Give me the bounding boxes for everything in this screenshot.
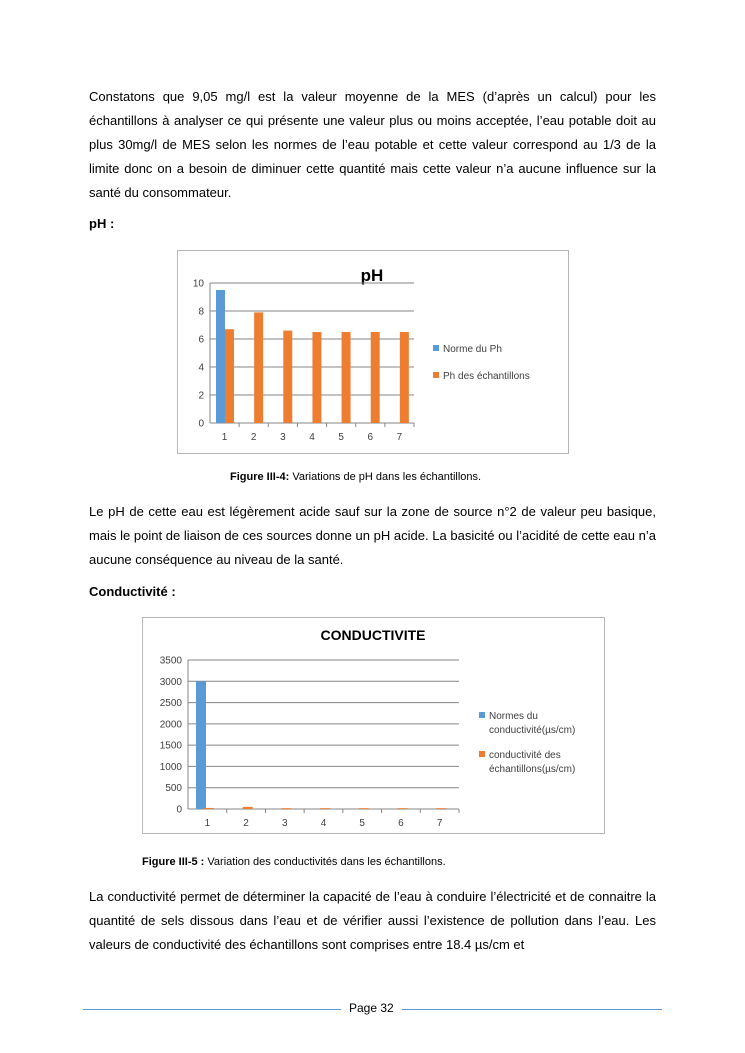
cond-x-tick-label: 5 [359,818,365,829]
figure-5-text: Variation des conductivités dans les échantillons. [204,856,446,868]
ph-legend-label-1: Norme du Ph [443,344,502,355]
ph-bar-series1-1 [216,290,225,423]
ph-y-tick-label: 0 [198,418,204,430]
ph-y-tick-label: 8 [198,306,204,318]
ph-x-tick-label: 2 [250,432,257,443]
ph-legend-label-2: Ph des échantillons [443,371,530,382]
cond-x-tick-label: 1 [204,818,211,829]
cond-x-tick-label: 3 [282,818,288,829]
cond-bar-series1-1 [196,681,206,809]
paragraph-conductivite: La conductivité permet de déterminer la capacité de l’eau à conduire l’électricité et de connaitre la quantité de sels dissous dans l’eau et de vérifier aussi l’existence de pollution dans l’eau. Les valeurs de conductivité des échantillons sont comprises entre 18.4 µs/cm et [89,889,656,952]
heading-conductivite: Conductivité : [89,584,176,599]
cond-y-tick-label: 3500 [159,655,182,667]
ph-y-tick-label: 2 [198,390,204,402]
cond-y-tick-label: 3000 [159,676,182,688]
cond-bar-series2-3 [281,808,291,809]
footer-line-left [83,1009,341,1010]
cond-legend-label-2: échantillons(µs/cm) [489,764,576,775]
figure-4-text: Variations de pH dans les échantillons. [289,471,482,483]
ph-chart-title: pH [360,266,384,285]
cond-legend-swatch-2 [479,751,485,757]
cond-legend-label-1: Normes du [489,711,538,722]
ph-x-tick-label: 7 [396,432,403,443]
cond-x-tick-label: 6 [398,818,404,829]
cond-bar-series2-1 [204,808,214,809]
figure-5-label: Figure III-5 : [142,856,205,868]
cond-y-tick-label: 0 [176,804,182,816]
ph-bar-series2-6 [371,332,380,423]
cond-legend-swatch-1 [479,712,485,718]
cond-legend-label-2: conductivité des [489,750,561,761]
cond-x-tick-label: 2 [243,818,249,829]
figure-5-caption [142,856,446,868]
paragraph-ph: Le pH de cette eau est légèrement acide sauf sur la zone de source n°2 de valeur peu basique, mais le point de liaison de ces sources donne un pH acide. La basicité ou l’acidité de cette eau n’a aucune conséquence au niveau de la santé. [89,504,656,567]
ph-chart [177,250,569,454]
cond-bar-series2-4 [320,808,330,809]
conductivity-chart [142,617,605,834]
cond-y-tick-label: 2500 [159,698,182,710]
cond-chart-title: CONDUCTIVITE [320,627,426,643]
page-number: Page 32 [349,1001,394,1015]
figure-4-caption [230,471,481,483]
ph-y-tick-label: 6 [198,334,204,346]
cond-bar-series2-6 [398,808,408,809]
ph-bar-series2-1 [225,329,234,423]
heading-ph: pH : [89,216,115,231]
cond-x-tick-label: 7 [436,818,443,829]
cond-x-tick-label: 4 [320,818,327,829]
figure-4-label: Figure III-4: [230,471,290,483]
ph-y-tick-label: 4 [198,362,204,374]
ph-bar-series2-3 [283,331,292,423]
cond-y-tick-label: 1000 [159,761,182,773]
ph-bar-series2-7 [400,332,409,423]
ph-chart-svg [178,251,568,453]
cond-y-tick-label: 500 [165,783,182,795]
cond-legend-label-1: conductivité(µs/cm) [489,725,576,736]
ph-x-tick-label: 1 [221,432,228,443]
cond-bar-series2-7 [436,808,446,809]
ph-x-tick-label: 4 [309,432,315,443]
ph-bar-series2-4 [312,332,321,423]
ph-x-tick-label: 6 [367,432,374,443]
ph-x-tick-label: 3 [280,432,286,443]
cond-y-tick-label: 1500 [159,740,182,752]
cond-bar-series2-5 [359,808,369,809]
footer-line-right [402,1009,662,1010]
ph-legend-swatch-2 [433,372,439,378]
paragraph-mes: Constatons que 9,05 mg/l est la valeur moyenne de la MES (d’après un calcul) pour les échantillons à analyser ce qui présente une valeur plus ou moins acceptée, l’eau potable doit au plus 30mg/l de MES selon les normes de l’eau potable et cette valeur correspond au 1/3 de la limite donc on a besoin de diminuer cette quantité mais cette valeur n’a aucune influence sur la santé du consommateur. [89,89,656,200]
ph-x-tick-label: 5 [338,432,344,443]
ph-y-tick-label: 10 [192,278,204,290]
cond-bar-series2-2 [243,807,253,809]
cond-y-tick-label: 2000 [159,719,182,731]
ph-bar-series2-2 [254,312,263,423]
conductivity-chart-svg [143,618,604,833]
ph-bar-series2-5 [342,332,351,423]
ph-legend-swatch-1 [433,345,439,351]
